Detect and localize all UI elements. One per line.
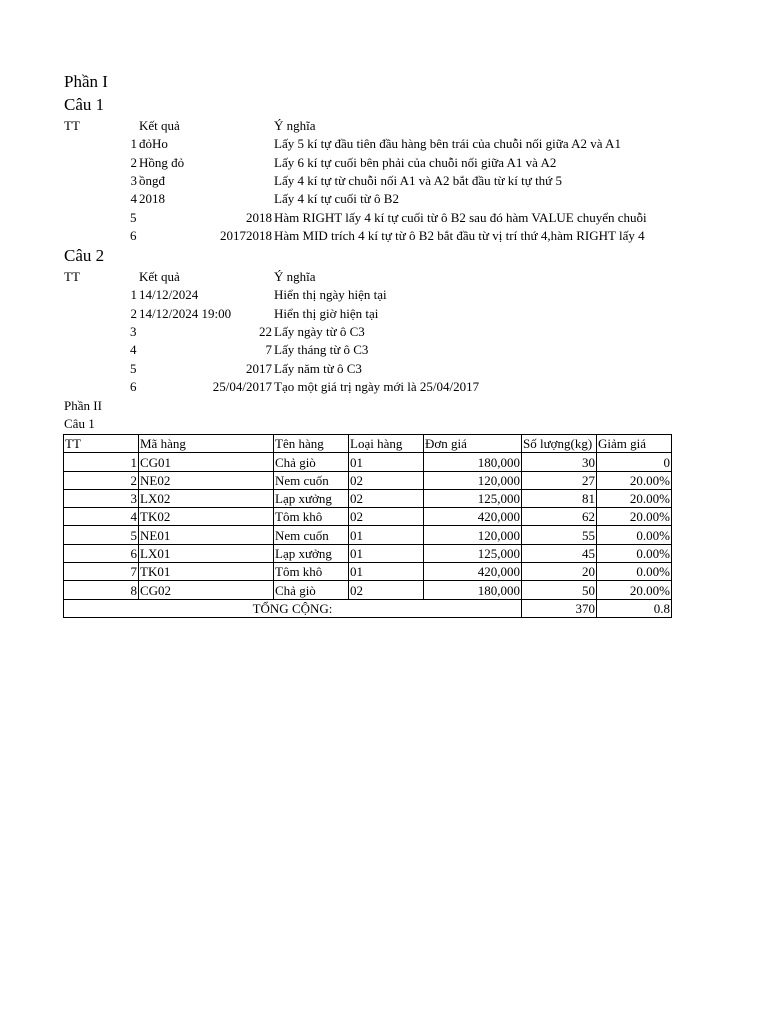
table-cell: LX02 [139,489,274,507]
row-ynghia: Hàm RIGHT lấy 4 kí tự cuối từ ô B2 sau đó hàm VALUE chuyển chuỗi [274,209,647,225]
table-cell: Tôm khô [274,563,349,581]
table-cell: Chả giò [274,453,349,471]
table-cell: TK01 [139,563,274,581]
column-header: Số lượng(kg) [522,435,597,453]
table-cell: 20.00% [597,471,672,489]
table-cell: LX01 [139,544,274,562]
table-cell: 27 [522,471,597,489]
header-row [0,268,768,286]
row-tt: 2 [130,154,137,170]
table-header-row [64,435,672,453]
table-cell: 81 [522,489,597,507]
header-row [0,117,768,135]
table-cell: 02 [349,489,424,507]
table-cell: 50 [522,581,597,599]
row-ynghia: Hàm MID trích 4 kí tự từ ô B2 bắt đầu từ vị trí thứ 4,hàm RIGHT lấy 4 [274,227,645,243]
table-row [64,453,672,471]
table-cell: 01 [349,453,424,471]
row-ynghia: Lấy 5 kí tự đầu tiên đầu hàng bên trái của chuỗi nối giữa A2 và A1 [274,136,621,152]
row-tt: 4 [130,191,137,207]
table-cell: 30 [522,453,597,471]
header-tt: TT [64,118,80,133]
row-ketqua: 22 [259,323,272,339]
row-tt: 2 [130,305,137,321]
table-cell: 6 [64,544,139,562]
row-ketqua: 25/04/2017 [212,378,272,394]
header-ynghia: Ý nghĩa [274,118,316,133]
header-ketqua: Kết quả [139,269,180,284]
table-cell: 0.00% [597,526,672,544]
column-header: Tên hàng [274,435,349,453]
total-label: TỔNG CỘNG: [64,599,522,617]
row-ketqua: 14/12/2024 [139,287,199,303]
row-ketqua: 2018 [139,191,165,207]
total-discount: 0.8 [597,599,672,617]
row-ynghia: Lấy ngày từ ô C3 [274,323,365,339]
table-row [64,471,672,489]
table-cell: 55 [522,526,597,544]
table-cell: Nem cuốn [274,526,349,544]
column-header: TT [64,435,139,453]
table-cell: NE02 [139,471,274,489]
row-ketqua: 7 [265,342,272,358]
phan2-cau1-title: Câu 1 [64,416,95,431]
row-tt: 6 [130,378,137,394]
column-header: Mã hàng [139,435,274,453]
table-cell: TK02 [139,508,274,526]
table-cell: 01 [349,544,424,562]
table-cell: 8 [64,581,139,599]
row-ketqua: 20172018 [220,227,272,243]
column-header: Đơn giá [424,435,522,453]
result-row [0,154,768,172]
table-cell: Lạp xưởng [274,489,349,507]
table-cell: Tôm khô [274,508,349,526]
result-row [0,341,768,359]
table-cell: 01 [349,526,424,544]
phan1-title: Phần I [64,72,108,91]
table-cell: Nem cuốn [274,471,349,489]
table-cell: 3 [64,489,139,507]
table-cell: 120,000 [424,471,522,489]
products-table [63,434,672,618]
result-row [0,286,768,304]
row-ynghia: Lấy năm từ ô C3 [274,360,362,376]
table-cell: 02 [349,508,424,526]
table-cell: 125,000 [424,544,522,562]
result-row [0,209,768,227]
table-cell: Lạp xưởng [274,544,349,562]
total-row [64,599,672,617]
row-ketqua: 2017 [246,360,272,376]
row-ketqua: Hồng đỏ [139,154,185,170]
row-tt: 3 [130,172,137,188]
table-cell: 20.00% [597,508,672,526]
cau1-title: Câu 1 [64,95,105,114]
table-cell: 420,000 [424,508,522,526]
table-cell: Chả giò [274,581,349,599]
result-row [0,305,768,323]
table-cell: 7 [64,563,139,581]
result-row [0,190,768,208]
result-row [0,378,768,396]
table-row [64,544,672,562]
table-row [64,581,672,599]
table-cell: 420,000 [424,563,522,581]
table-row [64,526,672,544]
result-row [0,323,768,341]
row-ynghia: Hiển thị ngày hiện tại [274,287,387,303]
total-quantity: 370 [522,599,597,617]
header-ynghia: Ý nghĩa [274,269,316,284]
table-cell: 0 [597,453,672,471]
result-row [0,227,768,245]
row-tt: 4 [130,342,137,358]
table-cell: 45 [522,544,597,562]
table-cell: 180,000 [424,453,522,471]
table-cell: 2 [64,471,139,489]
row-ynghia: Tạo một giá trị ngày mới là 25/04/2017 [274,378,480,394]
table-row [64,489,672,507]
table-cell: 0.00% [597,563,672,581]
table-cell: 4 [64,508,139,526]
table-row [64,508,672,526]
row-tt: 1 [130,287,137,303]
table-row [64,563,672,581]
row-ynghia: Lấy tháng từ ô C3 [274,342,369,358]
table-cell: 01 [349,563,424,581]
table-cell: 02 [349,581,424,599]
header-tt: TT [64,269,80,284]
table-cell: NE01 [139,526,274,544]
column-header: Loại hàng [349,435,424,453]
table-cell: 20 [522,563,597,581]
result-row [0,135,768,153]
result-row [0,360,768,378]
table-cell: 1 [64,453,139,471]
column-header: Giảm giá [597,435,672,453]
row-tt: 1 [130,136,137,152]
cau2-title: Câu 2 [64,246,105,265]
row-ynghia: Hiển thị giờ hiện tại [274,305,379,321]
row-ketqua: 2018 [246,209,272,225]
row-tt: 3 [130,323,137,339]
table-cell: 180,000 [424,581,522,599]
table-cell: 62 [522,508,597,526]
row-ketqua: ồngđ [139,172,165,188]
row-tt: 5 [130,209,137,225]
table-cell: 20.00% [597,489,672,507]
result-row [0,172,768,190]
table-cell: 125,000 [424,489,522,507]
row-ynghia: Lấy 6 kí tự cuối bên phải của chuỗi nối giữa A1 và A2 [274,154,557,170]
row-ketqua: đỏHo [139,136,168,152]
table-cell: CG01 [139,453,274,471]
table-cell: 120,000 [424,526,522,544]
table-cell: 0.00% [597,544,672,562]
row-tt: 6 [130,227,137,243]
row-tt: 5 [130,360,137,376]
row-ynghia: Lấy 4 kí tự từ chuỗi nối A1 và A2 bắt đầu từ kí tự thứ 5 [274,172,562,188]
table-cell: 5 [64,526,139,544]
row-ketqua: 14/12/2024 19:00 [139,305,232,321]
row-ynghia: Lấy 4 kí tự cuối từ ô B2 [274,191,399,207]
header-ketqua: Kết quả [139,118,180,133]
table-cell: CG02 [139,581,274,599]
table-cell: 20.00% [597,581,672,599]
table-cell: 02 [349,471,424,489]
phan2-title: Phần II [64,398,102,413]
